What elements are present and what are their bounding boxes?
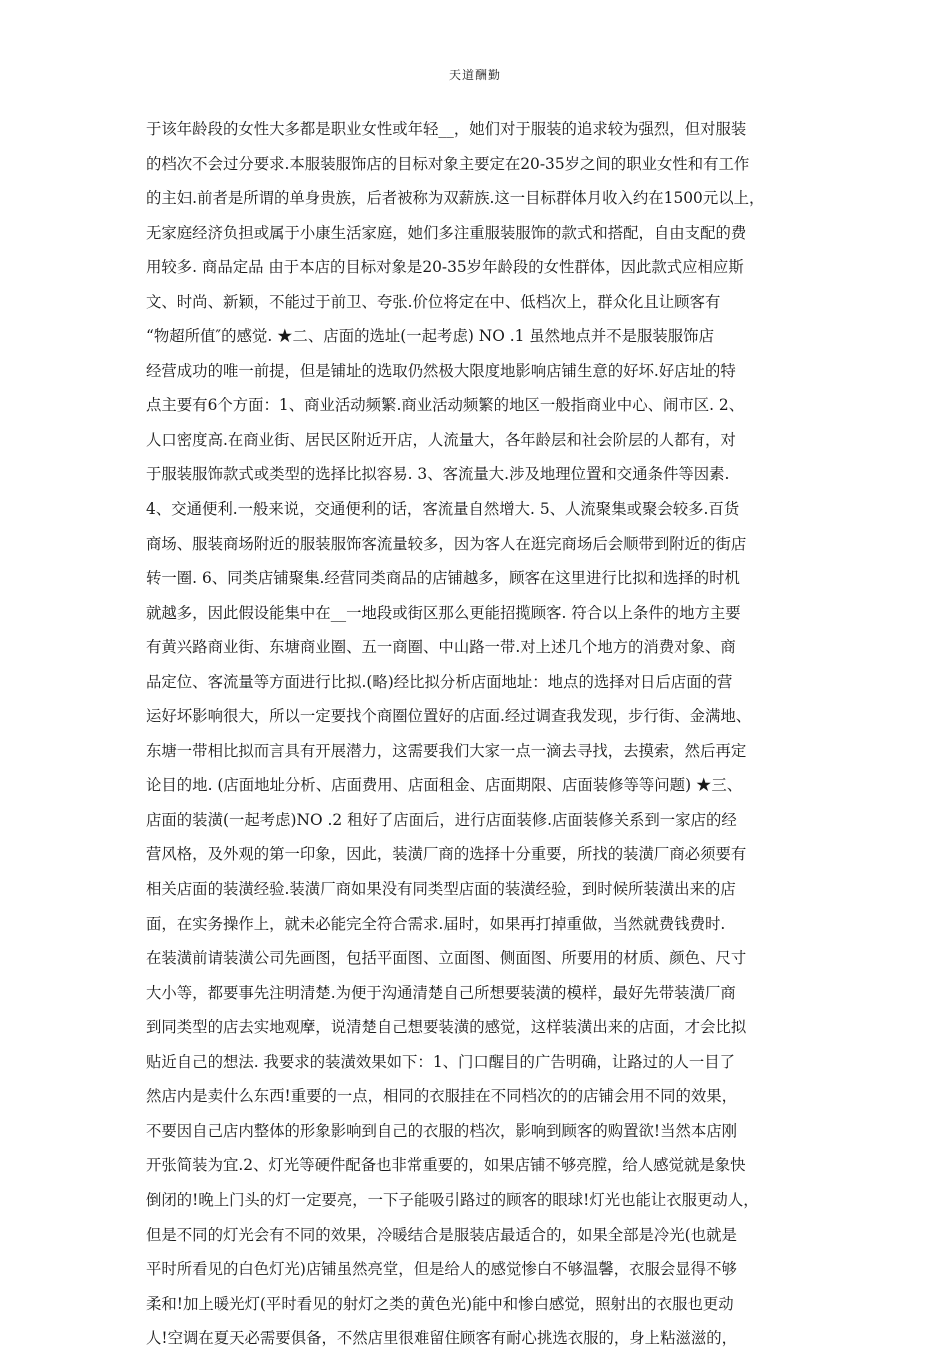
text-line: 人!空调在夏天必需要俱备，不然店里很难留住顾客有耐心挑选衣服的，身上粘滋滋的，: [146, 1329, 738, 1348]
text-line: 东塘一带相比拟而言具有开展潜力，这需要我们大家一点一滴去寻找，去摸索，然后再定: [146, 741, 747, 760]
text-line: 运好坏影响很大，所以一定要找个商圈位置好的店面.经过调查我发现，步行街、金满地、: [146, 707, 752, 726]
text-line: 平时所看见的白色灯光)店铺虽然亮堂，但是给人的感觉惨白不够温馨，衣服会显得不够: [146, 1260, 737, 1279]
text-line: 商场、服装商场附近的服装服饰客流量较多，因为客人在逛完商场后会顺带到附近的街店: [146, 534, 747, 553]
text-line: 不要因自己店内整体的形象影响到自己的衣服的档次，影响到顾客的购置欲!当然本店刚: [146, 1121, 738, 1140]
text-line: 贴近自己的想法. 我要求的装潢效果如下：1、门口醒目的广告明确，让路过的人一目了: [146, 1052, 736, 1071]
text-line: “物超所值″的感觉. ★二、店面的选址(一起考虑) NO .1 虽然地点并不是服装服饰店: [146, 327, 714, 346]
text-line: 文、时尚、新颖，不能过于前卫、夸张.价位将定在中、低档次上，群众化且让顾客有: [146, 292, 721, 311]
text-line: 倒闭的!晚上门头的灯一定要亮，一下子能吸引路过的顾客的眼球!灯光也能让衣服更动人，: [146, 1190, 759, 1209]
text-line: 就越多，因此假设能集中在__一地段或街区那么更能招揽顾客. 符合以上条件的地方主要: [146, 603, 741, 622]
text-line: 的主妇.前者是所谓的单身贵族，后者被称为双薪族.这一目标群体月收入约在1500元以上，: [146, 189, 765, 208]
text-line: 品定位、客流量等方面进行比拟.(略)经比拟分析店面地址：地点的选择对日后店面的营: [146, 672, 733, 691]
text-line: 柔和!加上暖光灯(平时看见的射灯之类的黄色光)能中和惨白感觉，照射出的衣服也更动: [146, 1294, 734, 1313]
text-line: 到同类型的店去实地观摩，说清楚自己想要装潢的感觉，这样装潢出来的店面，才会比拟: [146, 1018, 747, 1037]
text-line: 4、交通便利.一般来说，交通便利的话，客流量自然增大. 5、人流聚集或聚会较多.百货: [146, 500, 740, 519]
text-line: 用较多. 商品定品 由于本店的目标对象是20-35岁年龄段的女性群体，因此款式应相应斯: [146, 258, 744, 277]
text-line: 但是不同的灯光会有不同的效果，冷暖结合是服装店最适合的，如果全部是冷光(也就是: [146, 1225, 737, 1244]
text-line: 论目的地. (店面地址分析、店面费用、店面租金、店面期限、店面装修等等问题) ★三、: [146, 776, 743, 795]
text-line: 面，在实务操作上，就未必能完全符合需求.届时，如果再打掉重做，当然就费钱费时.: [146, 914, 726, 933]
text-line: 开张简装为宜.2、灯光等硬件配备也非常重要的，如果店铺不够亮膛，给人感觉就是象快: [146, 1156, 746, 1175]
text-line: 的档次不会过分要求.本服装服饰店的目标对象主要定在20-35岁之间的职业女性和有工作: [146, 154, 750, 173]
text-line: 然店内是卖什么东西!重要的一点，相同的衣服挂在不同档次的的店铺会用不同的效果，: [146, 1087, 738, 1106]
text-line: 点主要有6个方面：1、商业活动频繁.商业活动频繁的地区一般指商业中心、闹市区. 2、: [146, 396, 745, 415]
text-line: 有黄兴路商业街、东塘商业圈、五一商圈、中山路一带.对上述几个地方的消费对象、商: [146, 638, 736, 657]
text-line: 于服装服饰款式或类型的选择比拟容易. 3、客流量大.涉及地理位置和交通条件等因素.: [146, 465, 730, 484]
text-line: 于该年龄段的女性大多都是职业女性或年轻__，她们对于服装的追求较为强烈，但对服装: [146, 120, 747, 138]
text-line: 经营成功的唯一前提，但是铺址的选取仍然极大限度地影响店铺生意的好坏.好店址的特: [146, 361, 736, 380]
text-line: 在装潢前请装潢公司先画图，包括平面图、立面图、侧面图、所要用的材质、颜色、尺寸: [146, 949, 747, 968]
text-line: 相关店面的装潢经验.装潢厂商如果没有同类型店面的装潢经验，到时候所装潢出来的店: [146, 880, 736, 899]
text-line: 大小等，都要事先注明清楚.为便于沟通清楚自己所想要装潢的模样，最好先带装潢厂商: [146, 983, 736, 1002]
text-line: 营风格，及外观的第一印象，因此，装潢厂商的选择十分重要，所找的装潢厂商必须要有: [146, 845, 747, 864]
text-line: 无家庭经济负担或属于小康生活家庭，她们多注重服装服饰的款式和搭配，自由支配的费: [146, 223, 747, 242]
page-header: 天道酬勤: [448, 68, 501, 82]
document-body: [146, 112, 826, 1356]
text-line: 店面的装潢(一起考虑)NO .2 租好了店面后，进行店面装修.店面装修关系到一家店的经: [146, 810, 737, 829]
text-line: 转一圈. 6、同类店铺聚集.经营同类商品的店铺越多，顾客在这里进行比拟和选择的时机: [146, 569, 740, 588]
text-line: 人口密度高.在商业街、居民区附近开店，人流量大，各年龄层和社会阶层的人都有，对: [146, 430, 736, 449]
